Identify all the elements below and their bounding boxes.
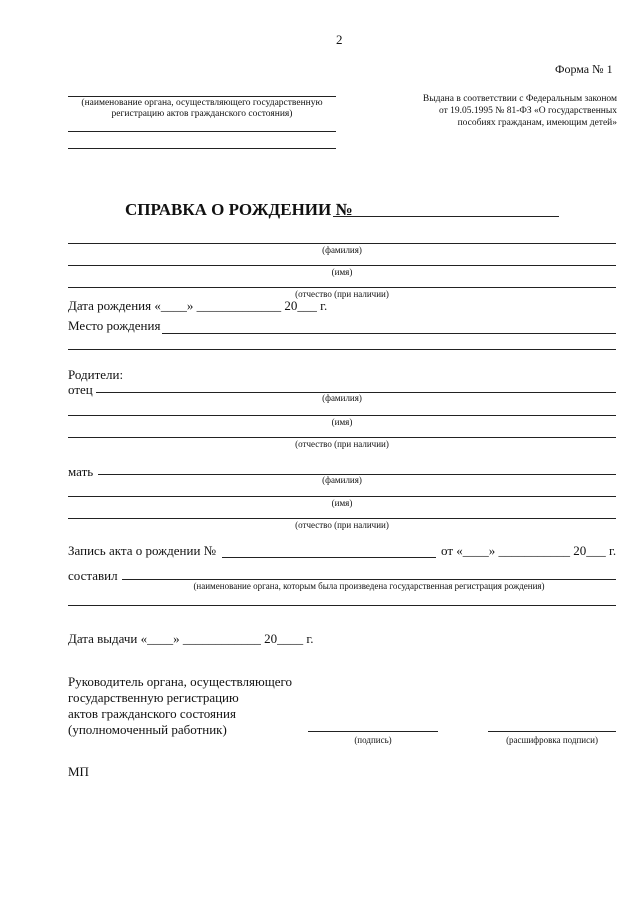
- father-patronymic-line[interactable]: [68, 437, 616, 438]
- legal-basis: [395, 93, 617, 129]
- authority-extra-line-2[interactable]: [68, 148, 336, 149]
- legal-basis-line-2: от 19.05.1995 № 81-ФЗ «О государственных: [438, 106, 617, 116]
- birth-place-line-2[interactable]: [68, 349, 616, 350]
- authority-caption-line-2: регистрацию актов гражданского состояния): [111, 109, 293, 119]
- child-patronymic-line[interactable]: [68, 287, 616, 288]
- legal-basis-line-3: пособиях гражданам, имеющим детей»: [457, 118, 617, 128]
- authority-extra-line-1[interactable]: [68, 131, 336, 132]
- father-name-caption: (имя): [331, 417, 353, 427]
- mother-label: мать: [68, 464, 94, 479]
- child-patronymic-caption: (отчество (при наличии): [295, 289, 389, 299]
- record-label: Запись акта о рождении №: [68, 543, 217, 558]
- authority-caption-line-1: (наименование органа, осуществляющего государственную: [81, 98, 323, 108]
- father-label: отец: [68, 382, 93, 397]
- compiled-label: составил: [68, 568, 118, 583]
- mother-surname-caption: (фамилия): [322, 475, 362, 485]
- child-name-caption: (имя): [331, 267, 353, 277]
- father-name-line[interactable]: [68, 415, 616, 416]
- mother-name-caption: (имя): [331, 498, 353, 508]
- birth-place-label: Место рождения: [68, 318, 161, 333]
- compiled-authority-line-2[interactable]: [68, 605, 616, 606]
- child-surname-line[interactable]: [68, 243, 616, 244]
- signature-decoding-caption: (расшифровка подписи): [506, 735, 598, 745]
- record-date-field[interactable]: от «____» ___________ 20___ г.: [441, 543, 617, 558]
- father-surname-caption: (фамилия): [322, 393, 362, 403]
- signature-caption: (подпись): [354, 735, 392, 745]
- signatory-line-3: актов гражданского состояния: [68, 706, 236, 721]
- page-number: 2: [336, 32, 343, 47]
- issue-date-field[interactable]: Дата выдачи «____» ____________ 20____ г.: [68, 631, 314, 646]
- birth-date-field[interactable]: Дата рождения «____» _____________ 20___ г.: [68, 298, 328, 313]
- compiled-authority-line[interactable]: [122, 579, 616, 580]
- signatory-block: [68, 674, 292, 738]
- signature-decoding-line[interactable]: [488, 731, 616, 732]
- birth-place-line[interactable]: [162, 333, 616, 334]
- authority-name-line[interactable]: [68, 96, 336, 97]
- mother-patronymic-caption: (отчество (при наличии): [295, 520, 389, 530]
- child-surname-caption: (фамилия): [322, 245, 362, 255]
- mother-patronymic-line[interactable]: [68, 518, 616, 519]
- child-name-line[interactable]: [68, 265, 616, 266]
- document-title: СПРАВКА О РОЖДЕНИИ №: [125, 200, 353, 219]
- signatory-line-2: государственную регистрацию: [68, 690, 239, 705]
- seal-label: МП: [68, 764, 89, 779]
- certificate-number-line[interactable]: [333, 216, 559, 217]
- parents-label: Родители:: [68, 367, 124, 382]
- signature-line[interactable]: [308, 731, 438, 732]
- compiled-authority-caption: (наименование органа, которым была произведена государственная регистрация рождения): [193, 581, 545, 591]
- record-number-line[interactable]: [222, 557, 436, 558]
- signatory-line-4: (уполномоченный работник): [68, 722, 227, 737]
- mother-name-line[interactable]: [68, 496, 616, 497]
- form-label: Форма № 1: [555, 62, 613, 76]
- father-patronymic-caption: (отчество (при наличии): [295, 439, 389, 449]
- authority-caption: [68, 98, 336, 120]
- legal-basis-line-1: Выдана в соответствии с Федеральным законом: [422, 94, 617, 104]
- signatory-line-1: Руководитель органа, осуществляющего: [68, 674, 292, 689]
